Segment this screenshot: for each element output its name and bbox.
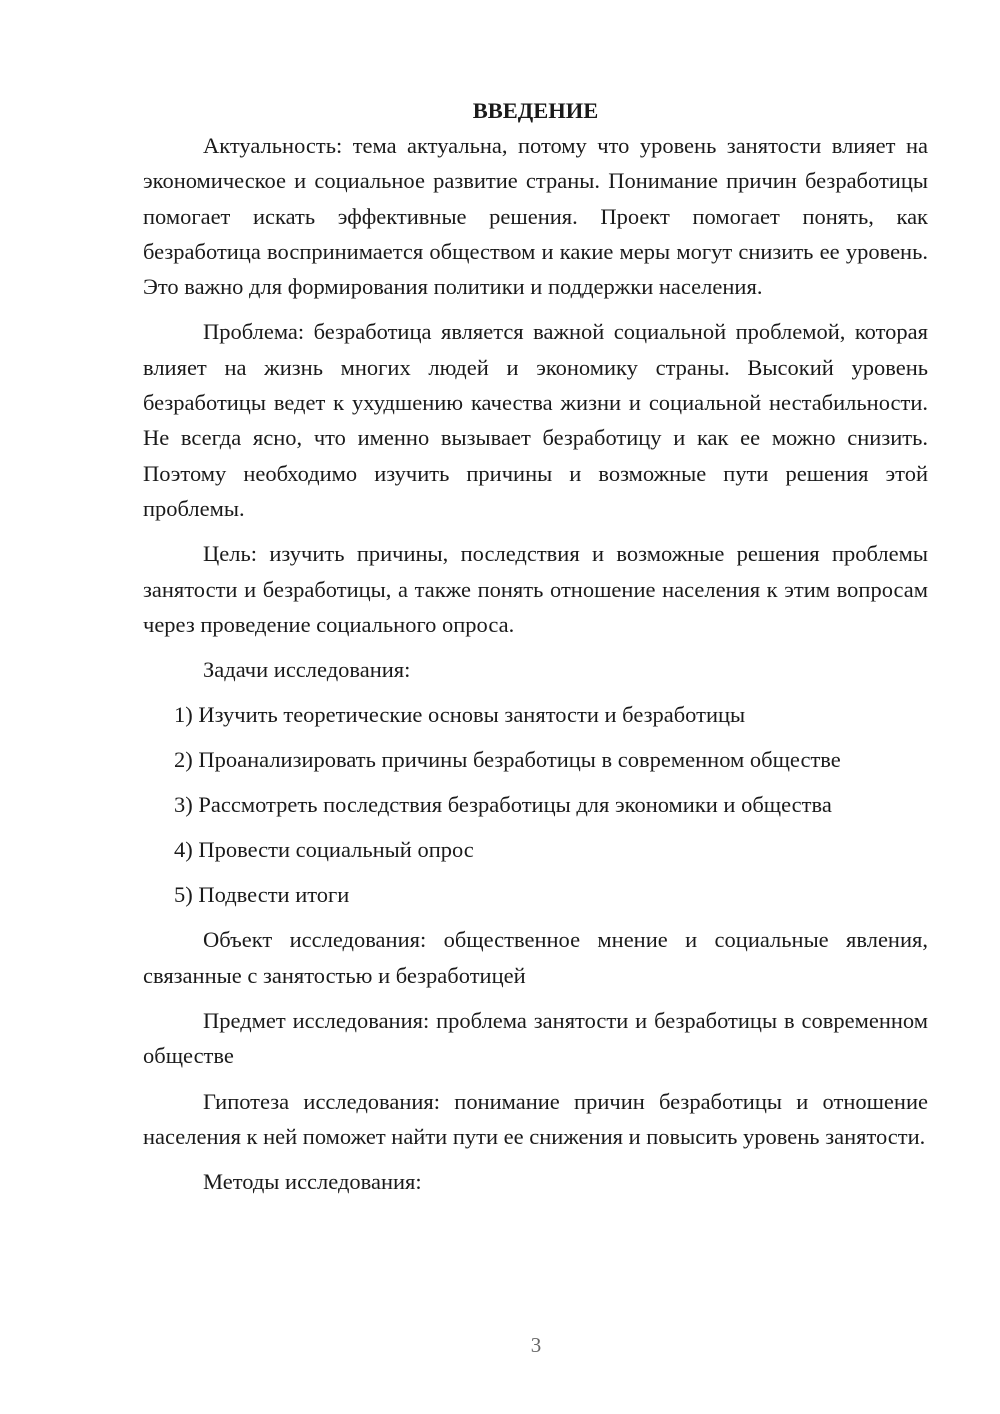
task-item: 3) Рассмотреть последствия безработицы для экономики и общества [174,792,832,818]
object-paragraph: Объект исследования: общественное мнение и социальные явления, связанные с занятостью и безработицей [143,927,928,988]
tasks-title: Задачи исследования: [203,657,411,683]
task-item: 5) Подвести итоги [174,882,350,908]
tasks-list [143,697,928,912]
page-content [143,93,928,1210]
section-heading: ВВЕДЕНИЕ [472,98,599,123]
task-item: 1) Изучить теоретические основы занятости и безработицы [174,702,746,728]
task-item: 4) Провести социальный опрос [174,837,474,863]
problem-paragraph: Проблема: безработица является важной социальной проблемой, которая влияет на жизнь многих людей и экономику страны. Высокий уровень безработицы ведет к ухудшению качества жизни и социальной нестабильности. Не всегда ясно, что именно вызывает безработицу и как ее можно снизить. Поэтому необходимо изучить причины и возможные пути решения этой проблемы. [143,319,928,521]
relevance-paragraph: Актуальность: тема актуальна, потому что уровень занятости влияет на экономическое и социальное развитие страны. Понимание причин безработицы помогает искать эффективные решения. Проект помогает понять, как безработица воспринимается обществом и какие меры могут снизить ее уровень. Это важно для формирования политики и поддержки населения. [143,133,928,300]
hypothesis-paragraph: Гипотеза исследования: понимание причин безработицы и отношение населения к ней поможет найти пути ее снижения и повысить уровень занятости. [143,1088,928,1149]
subject-paragraph: Предмет исследования: проблема занятости и безработицы в современном обществе [143,1008,928,1069]
methods-paragraph: Методы исследования: [203,1169,422,1195]
page-number: 3 [530,1333,542,1357]
task-item: 2) Проанализировать причины безработицы в современном обществе [174,747,841,773]
goal-paragraph: Цель: изучить причины, последствия и возможные решения проблемы занятости и безработицы, а также понять отношение населения к этим вопросам через проведение социального опроса. [143,541,928,637]
